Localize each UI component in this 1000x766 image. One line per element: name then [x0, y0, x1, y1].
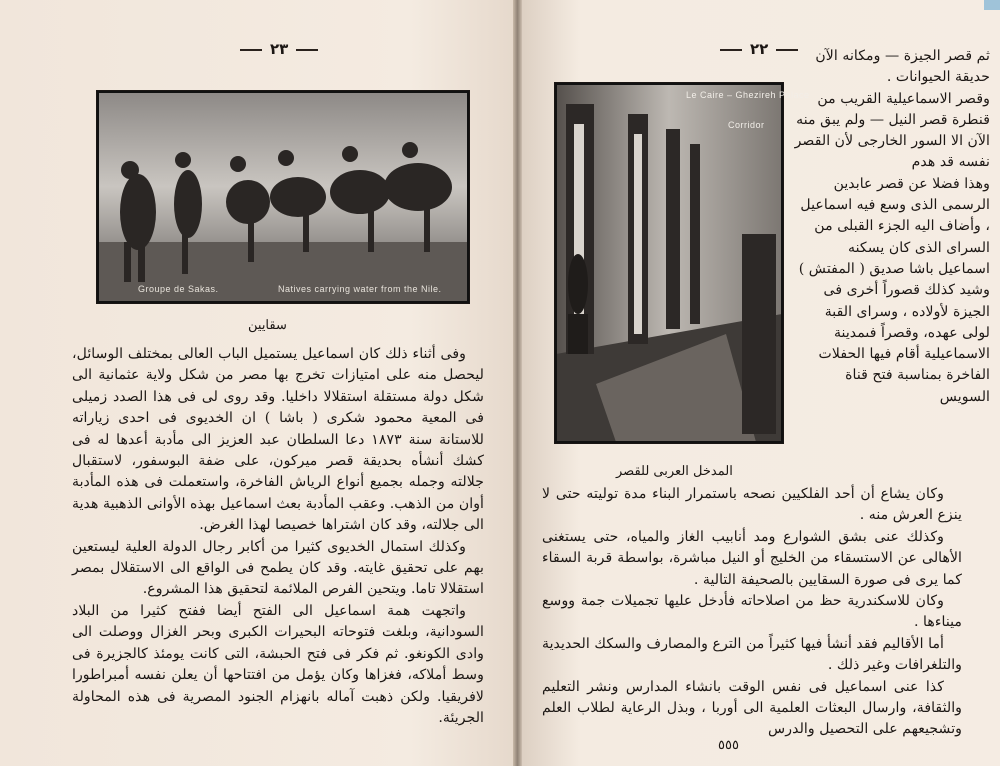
- paragraph: وقصر الاسماعيلية القريب من قنطرة قصر النيل — ولم يبق منه الآن الا السور الخارجى لأن القصر نفسه قد هدم: [794, 90, 990, 171]
- right-page: [522, 0, 1000, 766]
- photo-caption-french: Groupe de Sakas.: [138, 284, 219, 294]
- water-carriers-illustration: [98, 92, 468, 302]
- photo-caption-arabic: سقايين: [248, 318, 287, 333]
- photo-caption-english: Natives carrying water from the Nile.: [278, 284, 442, 294]
- side-column-text: [794, 46, 990, 408]
- photo-caption-palace: Le Caire – Ghezireh Palace: [686, 90, 810, 100]
- paragraph: وكذلك استمال الخديوى كثيرا من أكابر رجال الدولة العلية ليستعين بهم على تحقيق غايته. وقد كان يطمح فى الواقع الى الاستقلال بمصر استقلالا تاما. ويتحين الفرص الملائمة لتحقيق هذا المشروع.: [72, 538, 484, 598]
- page-footer-mark: ٥٥٥: [718, 738, 739, 753]
- book-spine: [513, 0, 522, 766]
- water-carriers-photo: [96, 90, 470, 304]
- paragraph: وفى أثناء ذلك كان اسماعيل يستميل الباب العالى بمختلف الوسائل، ليحصل منه على امتيازات تخرج بها مصر من شكل ولاية عثمانية الى شكل دولة مستقلة استقلالا داخليا. وقد روى لى فى هذا الصدد زميلى فى المعية محمود شكرى ( باشا ) ان الخديوى فى احدى زياراته للاستانة سنة ١٨٧٣ دعا السلطان عبد العزيز الى مأدبة أعدها له فى كشك أنشأه بحديقة قصر ميركون، على ضفة البوسفور، لاستقبال جلالته وجمله بجميع أنواع الرياش الفاخرة، واستعملت فى هذه المأدبة أوان من الذهب. وعقب المأدبة بعث اسماعيل بهذه الأوانى الذهبية هدية الى جلالته، وقد كان اشتراها خصيصا لهذا الغرض.: [72, 346, 484, 534]
- right-body-text: [542, 484, 962, 741]
- paragraph: وهذا فضلا عن قصر عابدين الرسمى الذى وسع فيه اسماعيل ، وأضاف اليه الجزء القبلى من السراى الذى كان يسكنه اسماعيل باشا صديق ( المفتش ): [798, 175, 990, 277]
- background-edge: [984, 0, 1000, 10]
- paragraph: كذا عنى اسماعيل فى نفس الوقت بانشاء المدارس ونشر التعليم والثقافة، وارسال البعثات العلمية الى أوربا ، وبذل الرعاية لطلاب العلم وتشجيعهم على التحصيل والدرس: [542, 678, 962, 738]
- palace-photo-caption-arabic: المدخل العربى للقصر: [616, 464, 733, 479]
- photo-caption-corridor: Corridor: [728, 120, 765, 130]
- palace-corridor-photo: [554, 82, 810, 444]
- paragraph: وكان يشاع أن أحد الفلكيين نصحه باستمرار البناء مدة توليته حتى لا ينزع العرش منه .: [542, 486, 962, 524]
- left-body-text: [72, 344, 484, 729]
- palace-corridor-illustration: [556, 84, 782, 442]
- paragraph: ثم قصر الجيزة — ومكانه الآن حديقة الحيوانات .: [815, 48, 990, 86]
- paragraph: واتجهت همة اسماعيل الى الفتح أيضا ففتح كثيرا من البلاد السودانية، وبلغت فتوحاته البحيرات الكبرى وبحر الغزال ووصلت الى وادى الكونغو. ثم فكر فى فتح الحبشة، التى كانت يومئذ كالجزيرة فى وسط أملاكه، فغزاها وكان يؤمل من افتتاحها أن يعلن نفسه أمبراطورا لافريقيا. ولكن ذهبت آماله بانهزام الجنود المصرية فى هذه المحاولة الجريئة.: [72, 602, 484, 726]
- paragraph: وكان للاسكندرية حظ من اصلاحاته فأدخل عليها تجميلات جمة ووسع ميناءها .: [542, 593, 962, 631]
- paragraph: وكذلك عنى بشق الشوارع ومد أنابيب الغاز والمياه، حتى يستغنى الأهالى عن الاستسقاء من الخليج أو النيل مباشرة، بواسطة قربة السقاء كما يرى فى صورة السقايين بالصحيفة التالية .: [542, 528, 962, 588]
- page-number-right: ٢٢: [712, 40, 806, 58]
- page-number-left: ٢٣: [232, 40, 326, 58]
- paragraph: وشيد كذلك قصوراً أخرى فى الجيزة لأولاده ، وسراى القبة لولى عهده، وقصراً فىمدينة الاسماعيلية أقام فيها الحفلات الفاخرة بمناسبة فتح قناة السويس: [818, 282, 990, 405]
- paragraph: أما الأقاليم فقد أنشأ فيها كثيراً من الترع والمصارف والسكك الحديدية والتلغرافات وغير ذلك .: [542, 635, 962, 674]
